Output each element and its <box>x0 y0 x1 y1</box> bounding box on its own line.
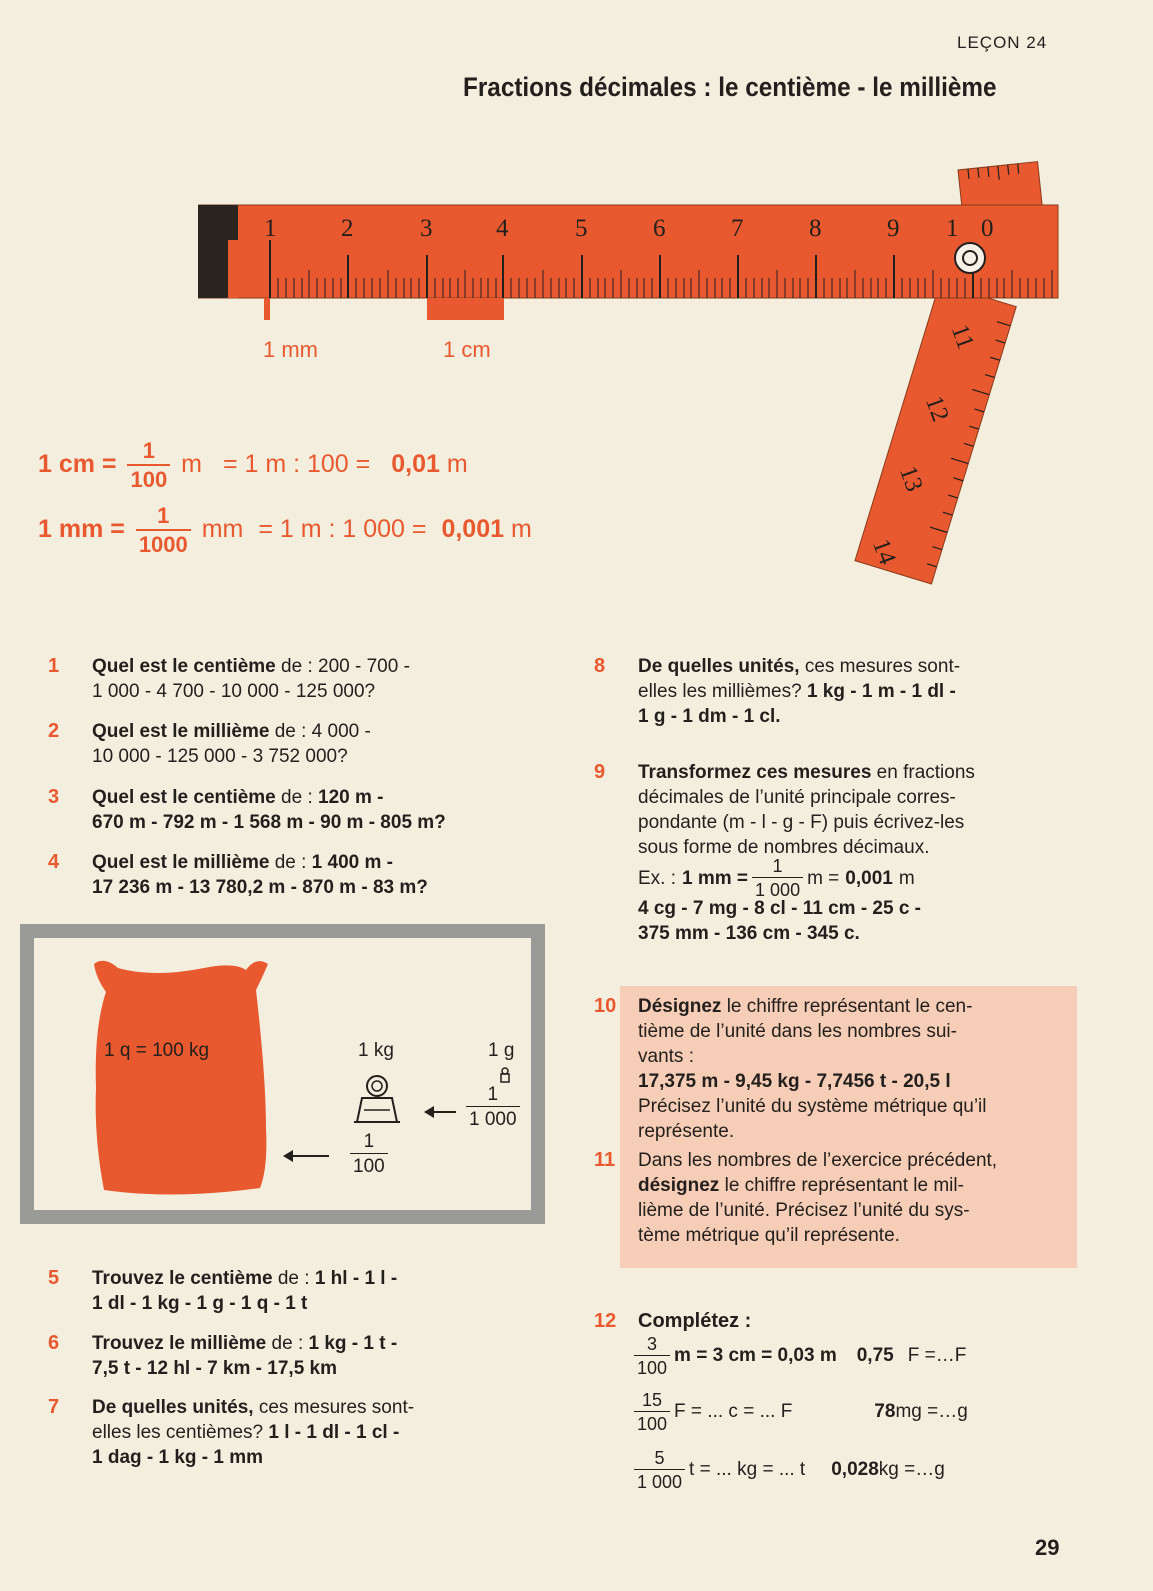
ruler-number-11: 11 <box>945 320 980 353</box>
fraction-kg: $\frac{1}{100}$ <box>350 1132 388 1176</box>
exercise-4: 4 Quel est le millième de : 1 400 m - 17 236 m - 13 780,2 m - 870 m - 83 m? <box>48 851 428 898</box>
fraction-g: $\frac{1}{1 000}$ <box>466 1085 520 1129</box>
ruler-number-10a: 1 <box>946 215 959 242</box>
cm-label: 1 cm <box>443 337 491 362</box>
ruler-number-2: 2 <box>341 215 354 242</box>
exercise-11: 11 Dans les nombres de l’exercice précédent, désignez le chiffre représentant le mil- lième de l’unité. Précisez l’unité du sys- tème métrique qu’il représente. <box>594 1149 998 1246</box>
exercise-3: 3 Quel est le centième de : 120 m - 670 m - 792 m - 1 568 m - 90 m - 805 m? <box>48 786 446 833</box>
formula-mm <box>38 505 532 556</box>
page-number: 29 <box>1035 1535 1060 1560</box>
formula-cm-lhs: 1 cm = <box>38 450 117 479</box>
formula-cm-result: 0,01 <box>391 450 440 479</box>
exercise-6: 6 Trouvez le millième de : 1 kg - 1 t - 7,5 t - 12 hl - 7 km - 17,5 km <box>48 1332 398 1379</box>
exercise-8: 8 De quelles unités, ces mesures sont- elles les millièmes? 1 kg - 1 m - 1 dl - 1 g - 1 dm - 1 cl. <box>594 655 961 727</box>
ruler-number-10b: 0 <box>981 215 994 242</box>
formula-mm-lhs: 1 mm = <box>38 515 125 544</box>
exercise-12-row-1: $\frac{3}{100}$ m = 3 cm = 0,03 m 0,75 F = … F <box>634 1335 1074 1377</box>
ruler-number-4: 4 <box>496 215 509 242</box>
exercise-2: 2 Quel est le millième de : 4 000 - 10 000 - 125 000 - 3 752 000? <box>48 720 371 767</box>
ruler-number-6: 6 <box>653 215 666 242</box>
formula-cm-result-unit: m <box>446 450 468 479</box>
formula-cm-mid: = 1 m : 100 = <box>222 450 371 479</box>
ruler-number-14: 14 <box>867 535 901 569</box>
formula-mm-result-unit: m <box>510 515 532 544</box>
ruler-number-1: 1 <box>264 215 277 242</box>
ruler-number-9: 9 <box>887 215 900 242</box>
formula-cm-unit: m <box>181 450 202 479</box>
sack-illustration <box>34 938 531 1210</box>
formula-mm-mid: = 1 m : 1 000 = <box>258 515 427 544</box>
mm-label: 1 mm <box>263 337 318 362</box>
ruler-number-13: 13 <box>894 462 928 496</box>
ruler-number-3: 3 <box>420 215 433 242</box>
exercise-7: 7 De quelles unités, ces mesures sont- elles les centièmes? 1 l - 1 dl - 1 cl - 1 dag - 1 kg - 1 mm <box>48 1396 415 1468</box>
formula-mm-fraction: $\frac{1}{1000}$ <box>136 505 191 556</box>
ruler-number-8: 8 <box>809 215 822 242</box>
kg-label: 1 kg <box>358 1040 394 1061</box>
exercise-1: 1 Quel est le centième de : 200 - 700 - 1 000 - 4 700 - 10 000 - 125 000? <box>48 655 410 702</box>
formula-cm-fraction: $\frac{1}{100}$ <box>127 440 170 491</box>
sack-label: 1 q = 100 kg <box>104 1040 210 1061</box>
g-label: 1 g <box>488 1040 515 1061</box>
exercise-9: 9 Transformez ces mesures en fractions décimales de l’unité principale corres- pondante (m - l - g - F) puis écrivez-les sous forme de nombres décimaux. Ex. : 1 mm = $\frac{1}{1 000}$ m = 0,001 m 4 cg - 7 mg - 8 cl - 11 cm - 25 c - 375 mm - 136 cm - 345 c. <box>594 761 975 944</box>
exercise-12-row-3: $\frac{5}{1 000}$ t = ... kg = ... t 0,028 kg = … g <box>634 1449 1074 1491</box>
ruler-number-5: 5 <box>575 215 588 242</box>
ruler-number-12: 12 <box>920 392 954 426</box>
exercise-10: 10 Désignez le chiffre représentant le cen- tième de l’unité dans les nombres sui- vants : 17,375 m - 9,45 kg - 7,7456 t - 20,5 l Précisez l’unité du système métrique qu’il représente. <box>594 995 987 1142</box>
formula-mm-result: 0,001 <box>441 515 505 544</box>
exercise-12-row-2: $\frac{15}{100}$ F = ... c = ... F 78 mg = … g <box>634 1391 1074 1433</box>
exercise-5: 5 Trouvez le centième de : 1 hl - 1 l - 1 dl - 1 kg - 1 g - 1 q - 1 t <box>48 1267 398 1314</box>
exercise-12: 12 Complétez : <box>594 1310 752 1332</box>
weights-diagram <box>20 924 545 1224</box>
ruler-number-7: 7 <box>731 215 744 242</box>
page-title: Fractions décimales : le centième - le millième <box>463 72 997 102</box>
formula-mm-unit: mm <box>201 515 244 544</box>
lesson-label: LEÇON 24 <box>957 33 1048 52</box>
formula-cm <box>38 440 468 491</box>
